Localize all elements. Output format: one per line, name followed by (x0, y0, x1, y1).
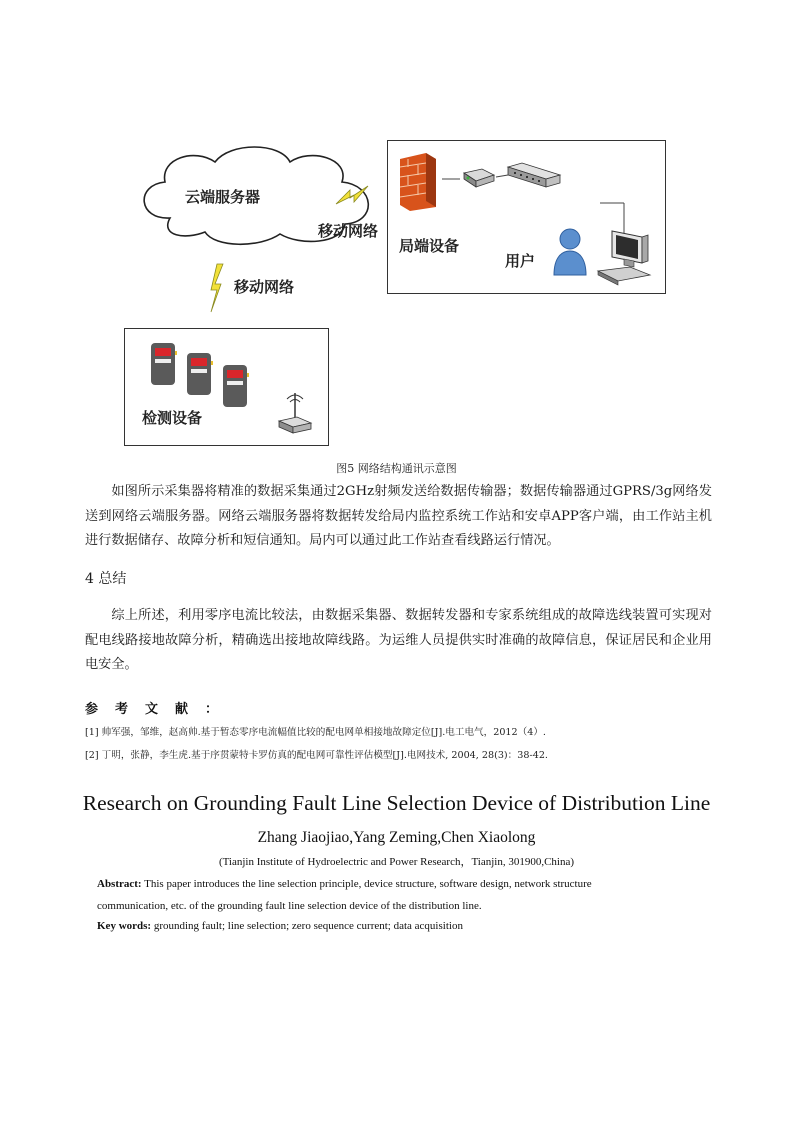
section-heading: 4 总结 (85, 571, 127, 587)
meter-icon (185, 351, 213, 397)
antenna-router-icon (275, 389, 315, 437)
figure-caption: 图5 网络结构通讯示意图 (336, 462, 457, 475)
english-authors: Zhang Jiaojiao,Yang Zeming,Chen Xiaolong (257, 829, 536, 846)
mobile-network-label-top: 移动网络 (318, 222, 379, 240)
mobile-network-label-bottom: 移动网络 (234, 278, 295, 296)
keywords-text: grounding fault; line selection; zero sequence current; data acquisition (151, 920, 463, 932)
english-affiliation: (Tianjin Institute of Hydroelectric and Power Research，Tianjin, 301900,China) (218, 856, 575, 868)
keywords-label: Key words: (97, 920, 152, 932)
local-equipment-box (387, 140, 666, 294)
english-abstract (97, 873, 657, 917)
abstract-text: This paper introduces the line selection principle, device structure, software design, network structure communication, etc. of the grounding fault line selection device of the distribution line. (97, 878, 592, 912)
english-title: Research on Grounding Fault Line Selection Device of Distribution Line (82, 791, 711, 815)
detection-equipment-box (124, 328, 329, 446)
abstract-label: Abstract: (97, 878, 142, 890)
meter-icon (149, 341, 177, 387)
reference-item: [1] 帅军强，邹维，赵高帅.基于暂态零序电流幅值比较的配电网单相接地故障定位[J].电工电气，2012（4）. (85, 727, 546, 738)
user-label: 用户 (505, 252, 536, 270)
body-paragraph-1: 如图所示采集器将精准的数据采集通过2GHz射频发送给数据传输器；数据传输器通过GPRS/3g网络发送到网络云端服务器。网络云端服务器将数据转发给局内监控系统工作站和安卓APP客户端，由工作站主机进行数据储存、故障分析和短信通知。局内可以通过此工作站查看线路运行情况。 (85, 484, 712, 548)
user-icon (552, 227, 588, 277)
lightning-icon (334, 182, 370, 212)
english-keywords (97, 915, 657, 937)
local-equipment-label: 局端设备 (399, 237, 460, 255)
meter-icon (221, 363, 249, 409)
computer-icon (594, 229, 654, 287)
reference-item: [2] 丁明，张静，李生虎.基于序贯蒙特卡罗仿真的配电网可靠性评估模型[J].电网技术, 2004, 28(3)：38-42. (85, 750, 548, 761)
references-title: 参考文献： (85, 702, 236, 717)
lightning-icon-vertical (205, 262, 231, 314)
detection-equipment-label: 检测设备 (142, 409, 203, 427)
cloud-server-label: 云端服务器 (185, 188, 261, 206)
body-paragraph-2: 综上所述，利用零序电流比较法，由数据采集器、数据转发器和专家系统组成的故障选线装置可实现对配电线路接地故障分析，精确选出接地故障线路。为运维人员提供实时准确的故障信息，保证居民和企业用电安全。 (85, 608, 712, 672)
